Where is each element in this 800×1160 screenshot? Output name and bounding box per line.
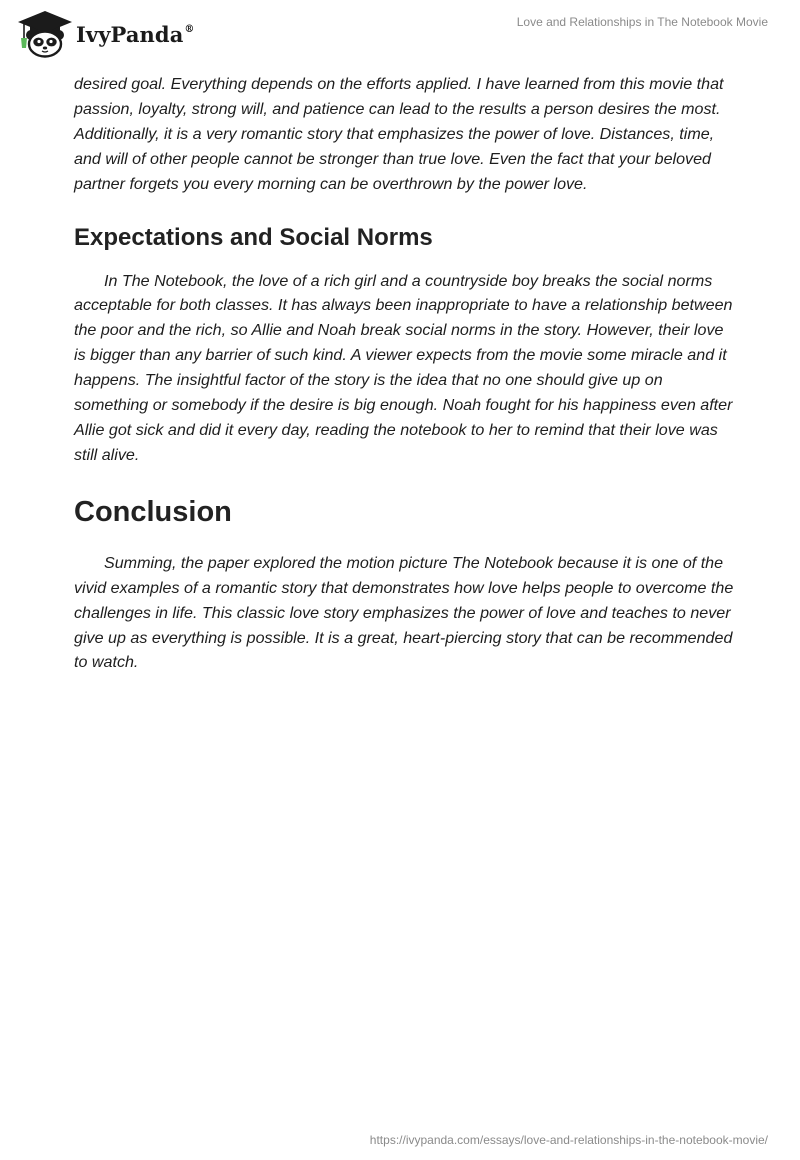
intro-paragraph: desired goal. Everything depends on the efforts applied. I have learned from this movie that passion, loyalty, strong will, and patience can lead to the results a person desires the most. Additionally, it is a very romantic story that emphasizes the power of love. Distances, time, and will of other people cannot be stronger than true love. Even the fact that your beloved partner forgets you every morning can be overthrown by the power love.	[74, 75, 724, 193]
conclusion-paragraph: Summing, the paper explored the motion picture The Notebook because it is one of the vivid examples of a romantic story that demonstrates how love helps people to overcome the challenges in life. This classic love story emphasizes the power of love and teaches to never give up as everything is possible. It is a great, heart-piercing story that can be recommended to watch.	[74, 553, 734, 672]
section-heading-expectations: Expectations and Social Norms	[74, 223, 433, 251]
essay-content	[74, 72, 734, 675]
brand-name: IvyPanda®	[76, 21, 195, 47]
section-heading-conclusion: Conclusion	[74, 495, 232, 528]
source-url-link[interactable]: https://ivypanda.com/essays/love-and-relationships-in-the-notebook-movie/	[369, 1133, 768, 1147]
brand-logo[interactable]	[14, 8, 195, 58]
page-header	[0, 0, 800, 64]
registered-mark: ®	[184, 23, 195, 35]
expectations-paragraph: In The Notebook, the love of a rich girl and a countryside boy breaks the social norms acceptable for both classes. It has always been inappropriate to have a relationship between the poor and the rich, so Allie and Noah break social norms in the story. However, their love is bigger than any barrier of such kind. A viewer expects from the movie some miracle and it happens. The insightful factor of the story is the idea that no one should give up on something or somebody if the desire is big enough. Noah fought for his happiness even after Allie got sick and did it every day, reading the notebook to her to remind that their love was still alive.	[74, 271, 733, 464]
panda-logo-icon	[14, 8, 76, 58]
document-title: Love and Relationships in The Notebook Movie	[516, 15, 768, 29]
